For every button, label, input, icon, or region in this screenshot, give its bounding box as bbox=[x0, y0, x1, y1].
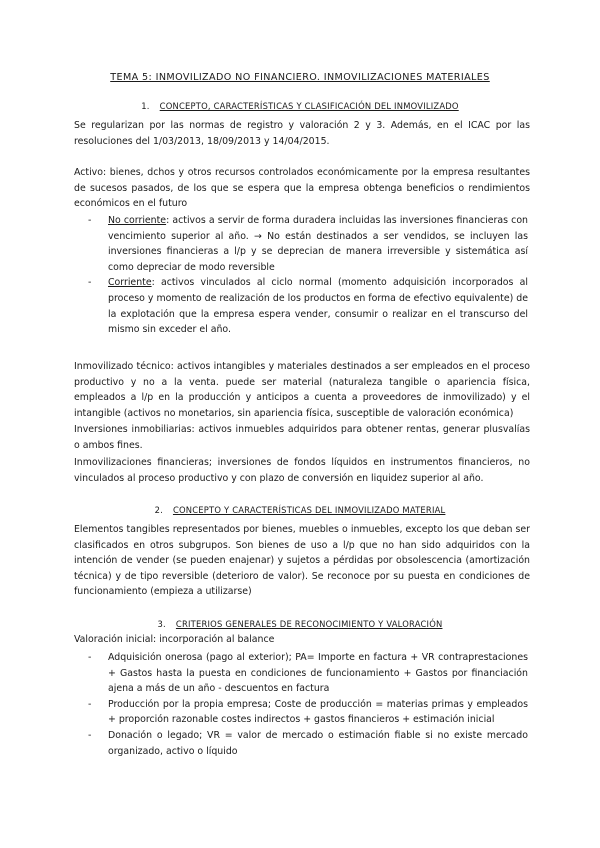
section-1-heading bbox=[0, 101, 600, 111]
list-item bbox=[88, 697, 528, 728]
bullet-text: Adquisición onerosa (pago al exterior); PA= Importe en factura + VR contraprestaciones + Gastos hasta la puesta en condiciones de funcionamiento + Gastos por financiación ajena a más de un año - descuentos en factura bbox=[108, 652, 528, 695]
bullet-term: Corriente bbox=[108, 277, 152, 289]
tecnico-paragraph: Inmovilizado técnico: activos intangibles y materiales destinados a ser empleados en el proceso productivo y no a la venta. puede ser material (naturaleza tangible o apariencia física, empleados a l/p en la producción y anticipos a cuenta a proveedores de inmovilizado) y el intangible (activos no monetarios, sin apariencia física, susceptible de valoración económica) bbox=[74, 361, 530, 419]
bullet-dash: - bbox=[88, 652, 92, 663]
bullet-dash: - bbox=[88, 215, 92, 226]
activo-text: : bienes, dchos y otros recursos controlados económicamente por la empresa resultantes de sucesos pasados, de los que se espera que la empresa obtenga beneficios o rendimientos económicos en el futuro bbox=[74, 167, 530, 210]
section-2-paragraph: Elementos tangibles representados por bienes, muebles o inmuebles, excepto los que deban ser clasificados en otros subgrupos. Son bienes de uso a l/p que no han sido adquiridos con la intención de vender (se pueden enajenar) y sujetos a pérdidas por obsolescencia (amortización técnica) y de tipo reversible (deterioro de valor). Se reconoce por su puesta en condiciones de funcionamiento (empieza a utilizarse) bbox=[74, 524, 530, 598]
activo-term: Activo bbox=[74, 167, 103, 178]
valoracion-list bbox=[88, 650, 528, 759]
list-item bbox=[88, 275, 528, 337]
inversiones-paragraph: Inversiones inmobiliarias: activos inmuebles adquiridos para obtener rentas, generar plusvalías o ambos fines. bbox=[74, 424, 530, 451]
bullet-text: : activos a servir de forma duradera incluidas las inversiones financieras con vencimiento superior al año. → No están destinados a ser vendidos, se incluyen las inversiones financieras a l/p y se deprecian de manera irreversible y sistemática así como depreciar de modo reversible bbox=[108, 215, 528, 273]
intro-paragraph: Se regularizan por las normas de registro y valoración 2 y 3. Además, en el ICAC por las resoluciones del 1/03/2013, 18/09/2013 y 14/04/2015. bbox=[74, 120, 530, 147]
activo-types-list bbox=[88, 213, 528, 338]
section-number: 1. bbox=[141, 101, 150, 111]
list-item bbox=[88, 213, 528, 275]
section-number: 3. bbox=[157, 619, 166, 629]
bullet-dash: - bbox=[88, 277, 92, 289]
bullet-text: Donación o legado; VR = valor de mercado o estimación fiable si no existe mercado organizado, activo o líquido bbox=[108, 729, 528, 757]
section-title: CONCEPTO Y CARACTERÍSTICAS DEL INMOVILIZADO MATERIAL bbox=[172, 505, 446, 515]
financieras-paragraph: Inmovilizaciones financieras; inversiones de fondos líquidos en instrumentos financieros, no vinculados al proceso productivo y con plazo de conversión en liquidez superior al año. bbox=[74, 457, 530, 484]
section-title: CRITERIOS GENERALES DE RECONOCIMIENTO Y VALORACIÓN bbox=[175, 619, 443, 629]
section-2-heading bbox=[0, 505, 600, 515]
section-3-heading bbox=[0, 619, 600, 629]
document-title: TEMA 5: INMOVILIZADO NO FINANCIERO. INMOVILIZACIONES MATERIALES bbox=[110, 72, 490, 83]
bullet-term: No corriente bbox=[108, 215, 167, 226]
list-item bbox=[88, 728, 528, 759]
section-number: 2. bbox=[154, 505, 163, 515]
activo-definition bbox=[74, 165, 530, 212]
list-item bbox=[88, 650, 528, 697]
bullet-dash: - bbox=[88, 698, 92, 710]
bullet-text: : activos vinculados al ciclo normal (momento adquisición incorporados al proceso y momento de realización de los productos en forma de efectivo equivalente) de la explotación que la empresa espera vender, consumir o realizar en el transcurso del mismo sin exceder el año. bbox=[108, 277, 528, 336]
section-title: CONCEPTO, CARACTERÍSTICAS Y CLASIFICACIÓN DEL INMOVILIZADO bbox=[159, 101, 459, 111]
bullet-dash: - bbox=[88, 729, 92, 741]
bullet-text: Producción por la propia empresa; Coste de producción = materias primas y empleados + proporción razonable costes indirectos + gastos financieros + estimación inicial bbox=[108, 698, 528, 726]
valoracion-intro: Valoración inicial: incorporación al balance bbox=[74, 634, 275, 645]
